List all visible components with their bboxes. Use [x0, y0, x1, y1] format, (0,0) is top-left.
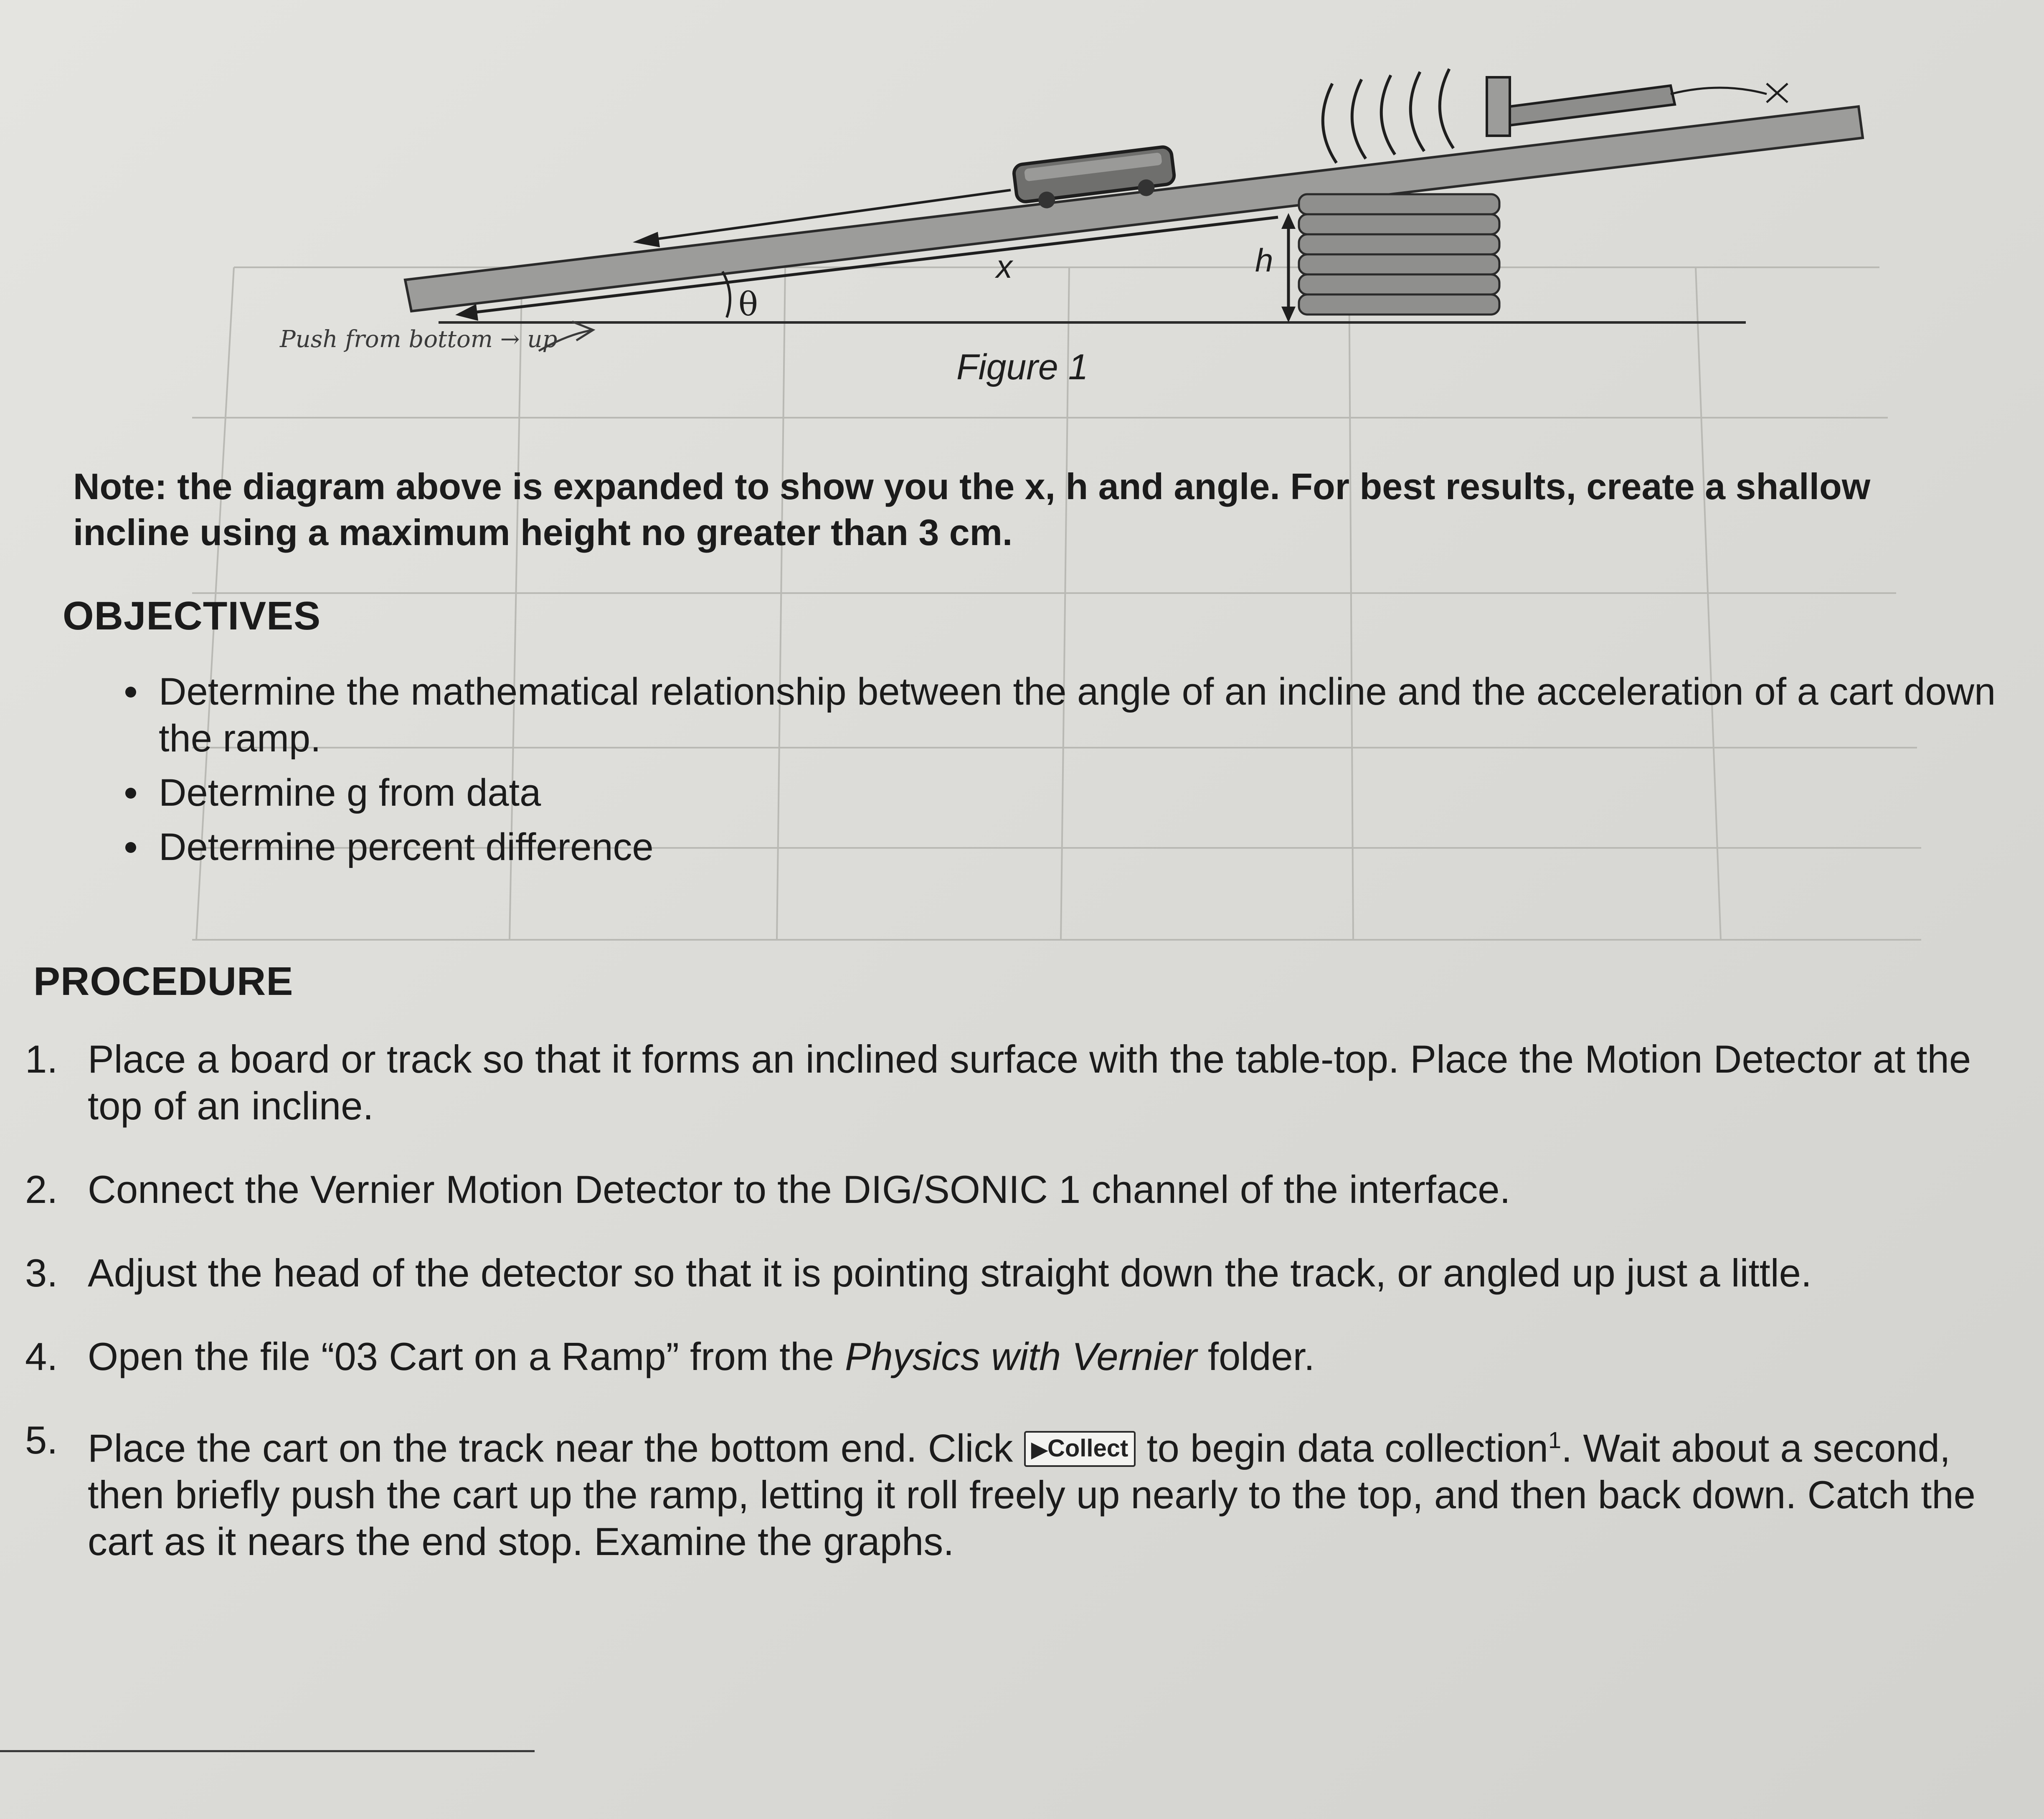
- footnote-divider: [0, 1750, 535, 1752]
- note-paragraph: Note: the diagram above is expanded to show you the x, h and angle. For best results, create a shallow incline using a maximum height no greater than 3 cm.: [73, 466, 1871, 553]
- objective-text: Determine the mathematical relationship between the angle of an incline and the acceleration of a cart down the ramp.: [159, 670, 1996, 760]
- collect-button[interactable]: [1024, 1431, 1136, 1467]
- procedure-step: [8, 1166, 2013, 1213]
- procedure-heading: PROCEDURE: [33, 959, 294, 1004]
- step-text: Place a board or track so that it forms an inclined surface with the table-top. Place the Motion Detector at the top of an incline.: [88, 1037, 1971, 1128]
- objective-item: [125, 824, 2005, 870]
- play-icon: ▶: [1031, 1438, 1047, 1461]
- label-theta: θ: [738, 286, 758, 323]
- step-number: 4.: [25, 1334, 58, 1378]
- step-text: Open the file “03 Cart on a Ramp” from the: [88, 1334, 845, 1378]
- theta-arc: [723, 271, 730, 317]
- step-text: Place the cart on the track near the bottom end. Click: [88, 1426, 1024, 1470]
- step-text: Connect the Vernier Motion Detector to the DIG/SONIC 1 channel of the interface.: [88, 1167, 1511, 1211]
- procedure-step: [8, 1417, 2013, 1565]
- procedure-step: [8, 1250, 2013, 1296]
- sonic-waves: [1323, 69, 1453, 163]
- figure-caption: Figure 1: [956, 347, 1088, 387]
- step-number: 3.: [25, 1251, 58, 1295]
- step-text: folder.: [1197, 1334, 1315, 1378]
- procedure-list: [8, 1036, 2013, 1602]
- handwritten-note: Push from bottom → up: [280, 326, 558, 353]
- procedure-step: [8, 1333, 2013, 1380]
- step-number: 5.: [25, 1418, 58, 1462]
- bullet-icon: [125, 842, 136, 853]
- collect-button-label: Collect: [1047, 1435, 1129, 1462]
- step-number: 2.: [25, 1167, 58, 1211]
- bullet-icon: [125, 788, 136, 799]
- objectives-list: [125, 668, 2005, 878]
- ramp-board: [405, 107, 1863, 311]
- procedure-step: [8, 1036, 2013, 1129]
- bullet-icon: [125, 687, 136, 698]
- objective-text: Determine percent difference: [159, 826, 654, 868]
- step-text: . Wait about a second, then briefly push the cart up the ramp, letting it roll freely up nearly to the top, and then back down. Catch the cart as it nears the end stop. Examine the graphs.: [88, 1426, 1976, 1564]
- label-x: x: [996, 248, 1012, 285]
- step-text: to begin data collection: [1136, 1426, 1549, 1470]
- step-number: 1.: [25, 1037, 58, 1081]
- step-text: Adjust the head of the detector so that it is pointing straight down the track, or angled up just a little.: [88, 1251, 1812, 1295]
- objective-item: [125, 769, 2005, 816]
- height-arrow: [1281, 213, 1296, 322]
- label-h: h: [1255, 242, 1273, 279]
- footnote-marker: 1: [1548, 1427, 1562, 1453]
- support-stack: [1299, 194, 1499, 315]
- step-text-italic: Physics with Vernier: [844, 1334, 1197, 1378]
- objectives-heading: OBJECTIVES: [63, 594, 321, 638]
- objective-text: Determine g from data: [159, 771, 541, 814]
- objective-item: [125, 668, 2005, 762]
